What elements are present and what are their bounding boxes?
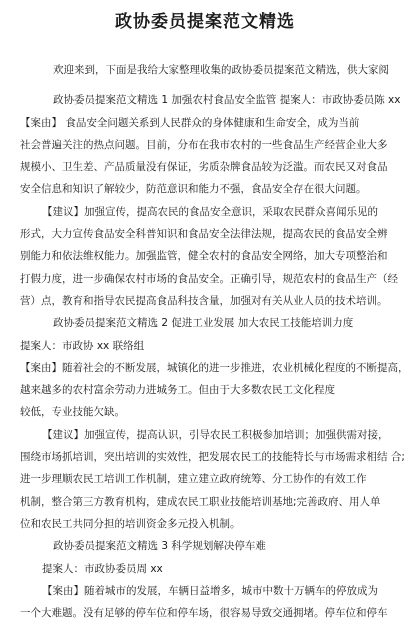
section-1-suggestion-line: 别能力和依法维权能力。加强监管，健全农村的食品安全网络，加大专项整治和: [20, 250, 388, 263]
section-1-reason-line: 规模小、卫生差、产品质量没有保证，劣质杂牌食品较为泛滥。而农民又对食品: [20, 161, 388, 174]
section-2-reason-line: 越来越多的农村富余劳动力进城务工。但由于大多数农民工文化程度: [20, 384, 335, 397]
section-1-heading: 政协委员提案范文精选 1 加强农村食品安全监管 提案人：市政协委员陈 xx: [53, 94, 401, 107]
document-page: [0, 11, 409, 620]
section-2-suggestion-line: 机制，整合第三方教育机构，建成农民工职业技能培训基地;完善政府、用人单: [20, 495, 381, 508]
section-1-suggestion-line: 形式，大力宣传食品安全科普知识和食品安全法律法规，提高农民的食品安全辨: [20, 228, 388, 241]
section-1-suggestion-line: 营）点，教育和指导农民提高食品科技含量，加强对有关从业人员的技术培训。: [20, 294, 388, 307]
section-2-heading: 政协委员提案范文精选 2 促进工业发展 加大农民工技能培训力度: [53, 317, 354, 330]
section-1-reason-line: 【案由】 食品安全问题关系到人民群众的身体健康和生命安全，成为当前: [20, 116, 360, 129]
intro-line: 欢迎来到，下面是我给大家整理收集的政协委员提案范文精选，供大家阅: [53, 64, 389, 76]
section-2-suggestion-line: 位和农民工共同分担的培训资金多元投入机制。: [20, 517, 241, 530]
section-3-reason-line: 一个大难题。没有足够的停车位和停车场，很容易导致交通拥堵。停车位和停车: [20, 607, 388, 620]
section-2-suggestion-line: 【建议】加强宣传，提高认识，引导农民工积极参加培训；加强供需对接，: [42, 428, 389, 441]
section-2-suggestion-line: 围绕市场抓培训，突出培训的实效性，把发展农民工的技能特长与市场需求相结 合;: [20, 451, 405, 464]
section-3-proposer: 提案人：市政协委员周 xx: [42, 562, 163, 575]
section-3-reason-line: 【案由】随着城市的发展，车辆日益增多，城市中数十万辆车的停放成为: [42, 584, 378, 597]
section-1-reason-line: 安全信息和知识了解较少，防范意识和能力不强，食品安全存在很大问题。: [20, 183, 367, 196]
section-3-heading: 政协委员提案范文精选 3 科学规划解决停车难: [53, 540, 266, 553]
document-title: 政协委员提案范文精选: [115, 12, 295, 32]
section-2-reason-line: 【案由】随着社会的不断发展，城镇化的进一步推进，农业机械化程度的不断提高，: [20, 361, 409, 374]
section-2-reason-line: 较低，专业技能欠缺。: [20, 406, 125, 419]
section-2-suggestion-line: 进一步理顺农民工培训工作机制，建立建立政府统筹、分工协作的有效工作: [20, 473, 367, 486]
section-1-suggestion-line: 【建议】加强宣传，提高农民的食品安全意识，采取农民群众喜闻乐见的: [42, 205, 378, 218]
section-1-suggestion-line: 打假力度，进一步确保农村市场的食品安全。正确引导，规范农村的食品生产（经: [20, 272, 398, 285]
section-2-proposer: 提案人：市政协 xx 联络组: [20, 339, 145, 352]
section-1-reason-line: 社会普遍关注的热点问题。目前，分布在我市农村的一些食品生产经营企业大多: [20, 138, 388, 151]
